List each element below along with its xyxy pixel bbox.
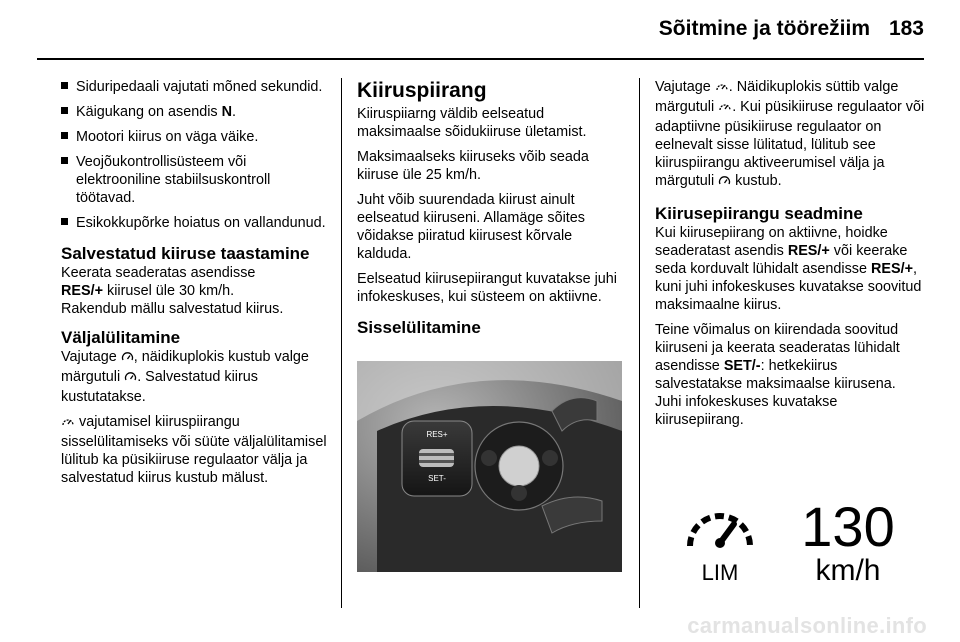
paragraph: Eelseatud kiirusepiirangut kuvatakse juhi infokeskuses, kui süsteem on aktiivne. [357, 271, 617, 305]
column-divider [341, 78, 342, 608]
list-item: Esikokkupõrke hoiatus on vallandunud. [61, 214, 329, 232]
speed-limiter-icon [61, 415, 75, 433]
list-item: Siduripedaali vajutati mõned sekundid. [61, 78, 329, 96]
steering-wheel-controls-photo [357, 361, 622, 572]
column-right [655, 78, 925, 436]
svg-text:SET-: SET- [428, 474, 446, 483]
watermark: carmanualsonline.info [687, 613, 927, 638]
cruise-speedometer-icon [718, 174, 731, 192]
section-heading-restore: Salvestatud kiiruse taastamine [61, 244, 310, 263]
svg-text:RES+: RES+ [426, 430, 448, 439]
list-item: Mootori kiirus on väga väike. [61, 128, 329, 146]
column-left [61, 78, 329, 494]
list-item: Käigukang on asendis N. [61, 103, 329, 121]
paragraph: Maksimaalseks kiiruseks võib seada kiiruse üle 25 km/h. [357, 149, 589, 183]
page-number: 183 [888, 17, 924, 40]
speed-limit-display [658, 486, 920, 596]
column-divider [639, 78, 640, 608]
paragraph: Keerata seaderatas asendisse RES/+ kiirusel üle 30 km/h. Rakendub mällu salvestatud kiirus. [61, 265, 284, 317]
limit-speed-value: 130 [801, 495, 895, 558]
column-middle [357, 78, 625, 338]
page-header [0, 0, 960, 60]
lim-label: LIM [701, 560, 739, 585]
paragraph: Teine võimalus on kiirendada soovitud kiiruseni ja keerata seaderatas lühidalt asendisse SET/-: hetkekiirus salvestatakse maksimaalse kiirusena. Juhi infokeskuses kuvatakse kiirusepiirang. [655, 322, 900, 428]
cruise-speedometer-icon [124, 370, 137, 388]
condition-list [61, 78, 329, 232]
paragraph: Kui kiirusepiirang on aktiivne, hoidke seaderatast asendis RES/+ või keerake seda korduvalt lühidalt asendisse RES/+, kuni juhi infokeskuses kuvatakse soovitud maksimaalne kiirus. [655, 225, 922, 313]
paragraph: Vajutage . Näidikuplokis süttib valge märgutuli . Kui püsikiiruse regulaator või adaptiivne püsikiiruse regulaator on eelnevalt sisse lülitatud, lülitub see kiiruspiirangu aktiveerumisel välja ja märgutuli kustub. [655, 78, 925, 192]
page-title: Sõitmine ja töörežiim [658, 17, 870, 40]
speed-limiter-icon [715, 80, 729, 98]
section-heading-off: Väljalülitamine [61, 328, 181, 347]
cruise-speedometer-icon [121, 350, 134, 368]
speed-limiter-icon [718, 100, 732, 118]
header-divider [37, 58, 924, 60]
paragraph: Vajutage , näidikuplokis kustub valge märgutuli . Salvestatud kiirus kustutatakse. [61, 349, 309, 405]
section-title-limiter: Kiiruspiirang [357, 79, 487, 102]
section-heading-on: Sisselülitamine [357, 318, 481, 337]
speed-limiter-icon [690, 516, 750, 548]
paragraph: Kiiruspiiarng väldib eelseatud maksimaalse sõidukiiruse ületamist. [357, 106, 587, 140]
limit-speed-unit: km/h [815, 554, 881, 587]
paragraph: vajutamisel kiiruspiirangu sisselülitamiseks või süüte väljalülitamisel lülitub ka püsikiiruse regulaator välja ja salvestatud kiirus kustub mälust. [61, 414, 327, 486]
paragraph: Juht võib suurendada kiirust ainult eelseatud kiiruseni. Allamäge sõites võidakse piiratud kiirusest kõrvale kalduda. [357, 192, 585, 262]
section-heading-set: Kiirusepiirangu seadmine [655, 204, 863, 223]
list-item: Veojõukontrollisüsteem või elektrooniline stabiilsuskontroll töötavad. [61, 153, 329, 207]
